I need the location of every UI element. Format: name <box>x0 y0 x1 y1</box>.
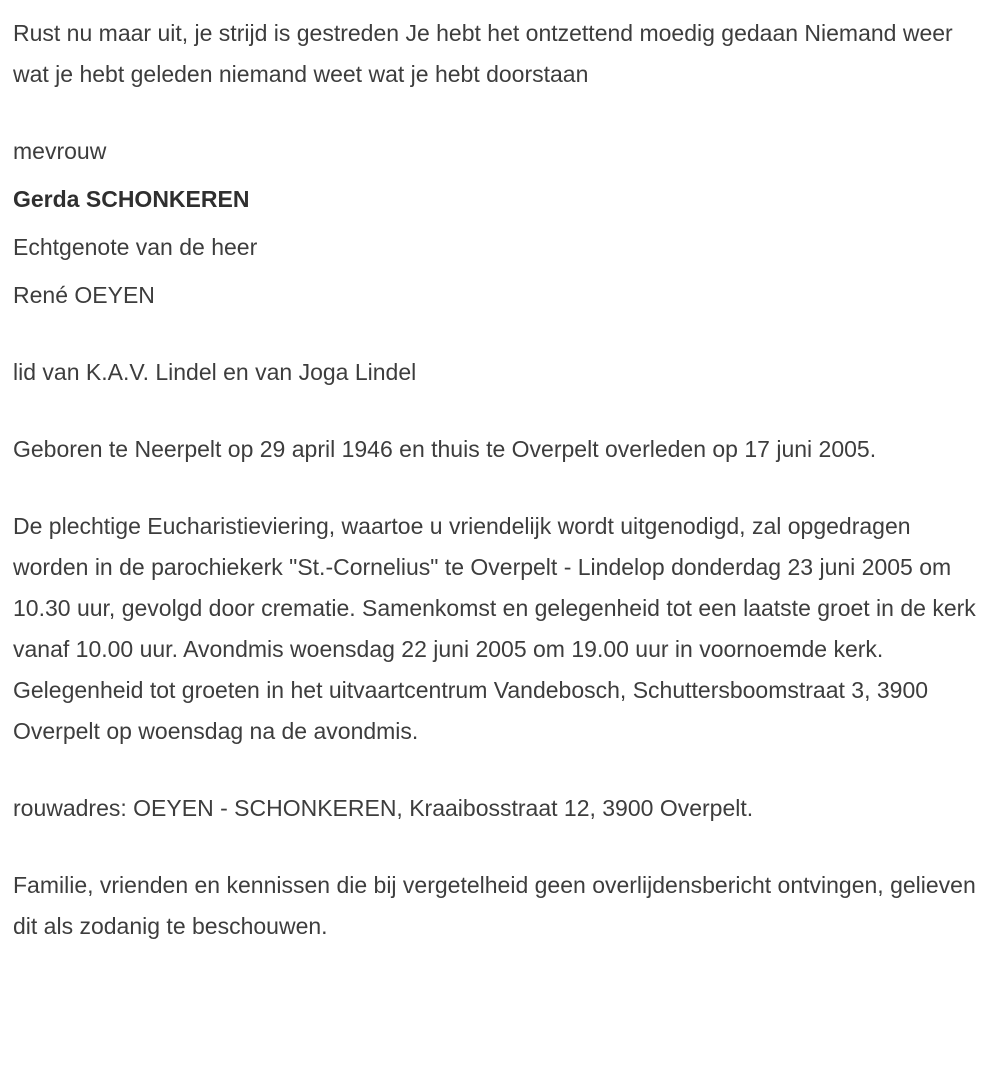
deceased-name: Gerda SCHONKEREN <box>13 186 250 212</box>
memorial-poem: Rust nu maar uit, je strijd is gestreden Je hebt het ontzettend moedig gedaan Niemand weer wat je hebt geleden niemand weet wat je hebt doorstaan <box>13 20 953 87</box>
service-details: De plechtige Eucharistieviering, waartoe u vriendelijk wordt uitgenodigd, zal opgedragen worden in de parochiekerk "St.-Cornelius" te Overpelt - Lindelop donderdag 23 juni 2005 om 10.30 uur, gevolgd door crematie. Samenkomst en gelegenheid tot een laatste groet in de kerk vanaf 10.00 uur. Avondmis woensdag 22 juni 2005 om 19.00 uur in voornoemde kerk. Gelegenheid tot groeten in het uitvaartcentrum Vandebosch, Schuttersboomstraat 3, 3900 Overpelt op woensdag na de avondmis. <box>13 513 976 744</box>
life-dates: Geboren te Neerpelt op 29 april 1946 en thuis te Overpelt overleden op 17 juni 2005. <box>13 436 877 462</box>
mourning-address: rouwadres: OEYEN - SCHONKEREN, Kraaibosstraat 12, 3900 Overpelt. <box>13 795 754 821</box>
spouse-name: René OEYEN <box>13 282 155 308</box>
membership-line: lid van K.A.V. Lindel en van Joga Lindel <box>13 359 417 385</box>
relation-line: Echtgenote van de heer <box>13 234 258 260</box>
apology-notice: Familie, vrienden en kennissen die bij vergetelheid geen overlijdensbericht ontvingen, gelieven dit als zodanig te beschouwen. <box>13 872 976 939</box>
salutation: mevrouw <box>13 138 107 164</box>
